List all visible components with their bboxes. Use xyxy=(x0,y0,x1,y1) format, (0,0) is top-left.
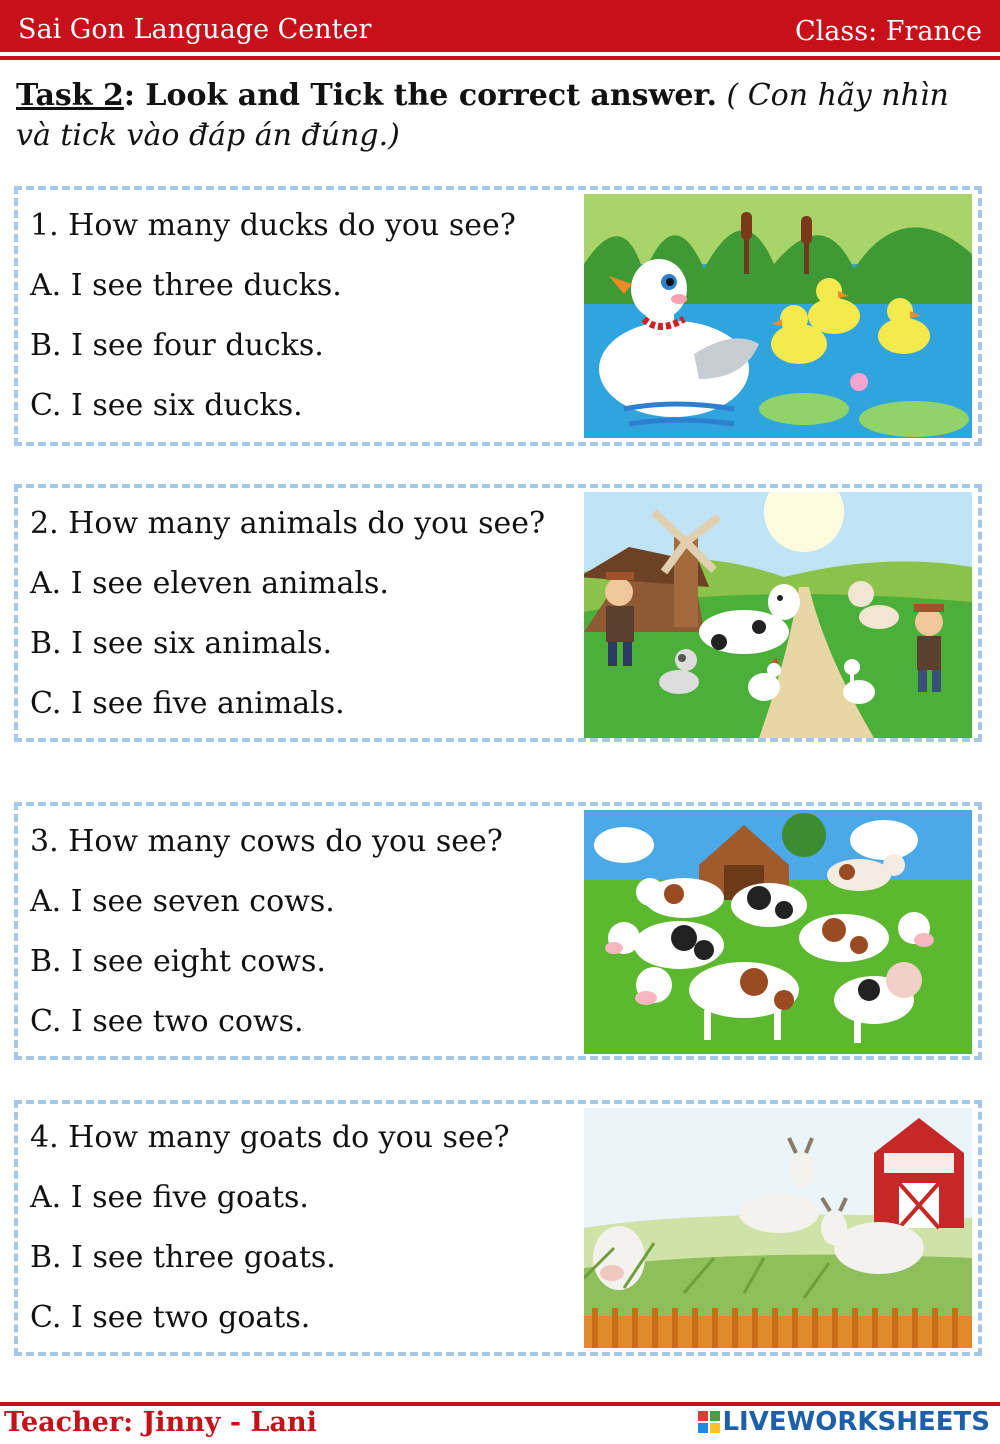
option-a[interactable]: A. I see eleven animals. xyxy=(30,566,389,601)
ducks-pond-picture xyxy=(584,194,972,438)
option-c[interactable]: C. I see two goats. xyxy=(30,1300,311,1335)
option-a[interactable]: A. I see three ducks. xyxy=(30,268,342,303)
logo-text: LIVEWORKSHEETS xyxy=(722,1407,990,1437)
question-box-2 xyxy=(14,484,982,742)
option-a[interactable]: A. I see five goats. xyxy=(30,1180,309,1215)
option-b[interactable]: B. I see eight cows. xyxy=(30,944,326,979)
option-c[interactable]: C. I see two cows. xyxy=(30,1004,304,1039)
teacher-name: Teacher: Jinny - Lani xyxy=(4,1407,317,1438)
question-text: 4. How many goats do you see? xyxy=(30,1120,510,1155)
header-bar xyxy=(0,0,1000,52)
task-label: Task 2 xyxy=(16,78,124,113)
liveworksheets-logo[interactable] xyxy=(698,1407,990,1437)
question-text: 2. How many animals do you see? xyxy=(30,506,546,541)
task-translation: ( Con hãy nhìn và tick vào đáp án đúng.) xyxy=(16,78,949,153)
farm-animals-picture xyxy=(584,492,972,738)
liveworksheets-icon xyxy=(698,1410,720,1432)
question-box-1 xyxy=(14,186,982,446)
option-c[interactable]: C. I see five animals. xyxy=(30,686,345,721)
option-b[interactable]: B. I see six animals. xyxy=(30,626,333,661)
question-box-4 xyxy=(14,1100,982,1356)
center-name: Sai Gon Language Center xyxy=(18,14,372,45)
question-text: 1. How many ducks do you see? xyxy=(30,208,516,243)
option-b[interactable]: B. I see four ducks. xyxy=(30,328,324,363)
task-text: : Look and Tick the correct answer. xyxy=(123,78,717,113)
option-b[interactable]: B. I see three goats. xyxy=(30,1240,336,1275)
footer-divider xyxy=(0,1402,1000,1406)
goats-barn-picture xyxy=(584,1108,972,1348)
cows-field-picture xyxy=(584,810,972,1054)
option-a[interactable]: A. I see seven cows. xyxy=(30,884,335,919)
question-text: 3. How many cows do you see? xyxy=(30,824,503,859)
task-instruction xyxy=(16,76,976,156)
question-box-3 xyxy=(14,802,982,1060)
class-label: Class: France xyxy=(794,16,982,47)
header-divider xyxy=(0,56,1000,60)
option-c[interactable]: C. I see six ducks. xyxy=(30,388,303,423)
